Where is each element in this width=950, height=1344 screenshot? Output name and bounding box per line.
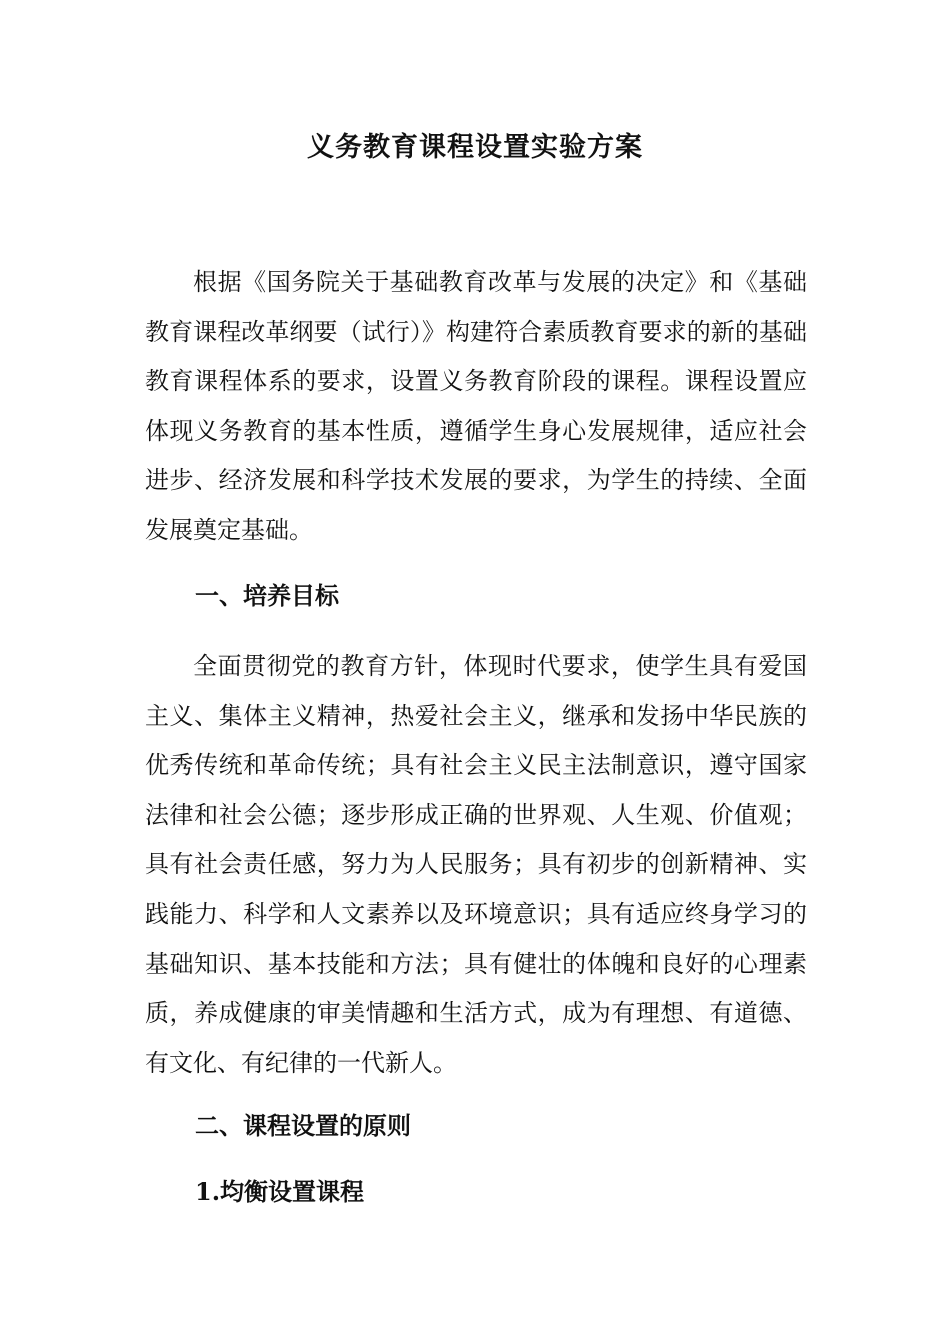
section-heading-principles: 二、课程设置的原则 [195, 1111, 411, 1140]
document-title: 义务教育课程设置实验方案 [307, 132, 643, 163]
subheading-balanced-courses: 1.均衡设置课程 [195, 1177, 365, 1206]
goals-paragraph: 全面贯彻党的教育方针，体现时代要求，使学生具有爱国主义、集体主义精神，热爱社会主义，继承和发扬中华民族的优秀传统和革命传统；具有社会主义民主法制意识，遵守国家法律和社会公德；逐步形成正确的世界观、人生观、价值观；具有社会责任感，努力为人民服务；具有初步的创新精神、实践能力、科学和人文素养以及环境意识；具有适应终身学习的基础知识、基本技能和方法；具有健壮的体魄和良好的心理素质，养成健康的审美情趣和生活方式，成为有理想、有道德、有文化、有纪律的一代新人。 [145, 652, 807, 1077]
intro-paragraph: 根据《国务院关于基础教育改革与发展的决定》和《基础教育课程改革纲要（试行）》构建符合素质教育要求的新的基础教育课程体系的要求，设置义务教育阶段的课程。课程设置应体现义务教育的基本性质，遵循学生身心发展规律，适应社会进步、经济发展和科学技术发展的要求，为学生的持续、全面发展奠定基础。 [145, 268, 807, 544]
section-heading-goals: 一、培养目标 [195, 581, 339, 610]
